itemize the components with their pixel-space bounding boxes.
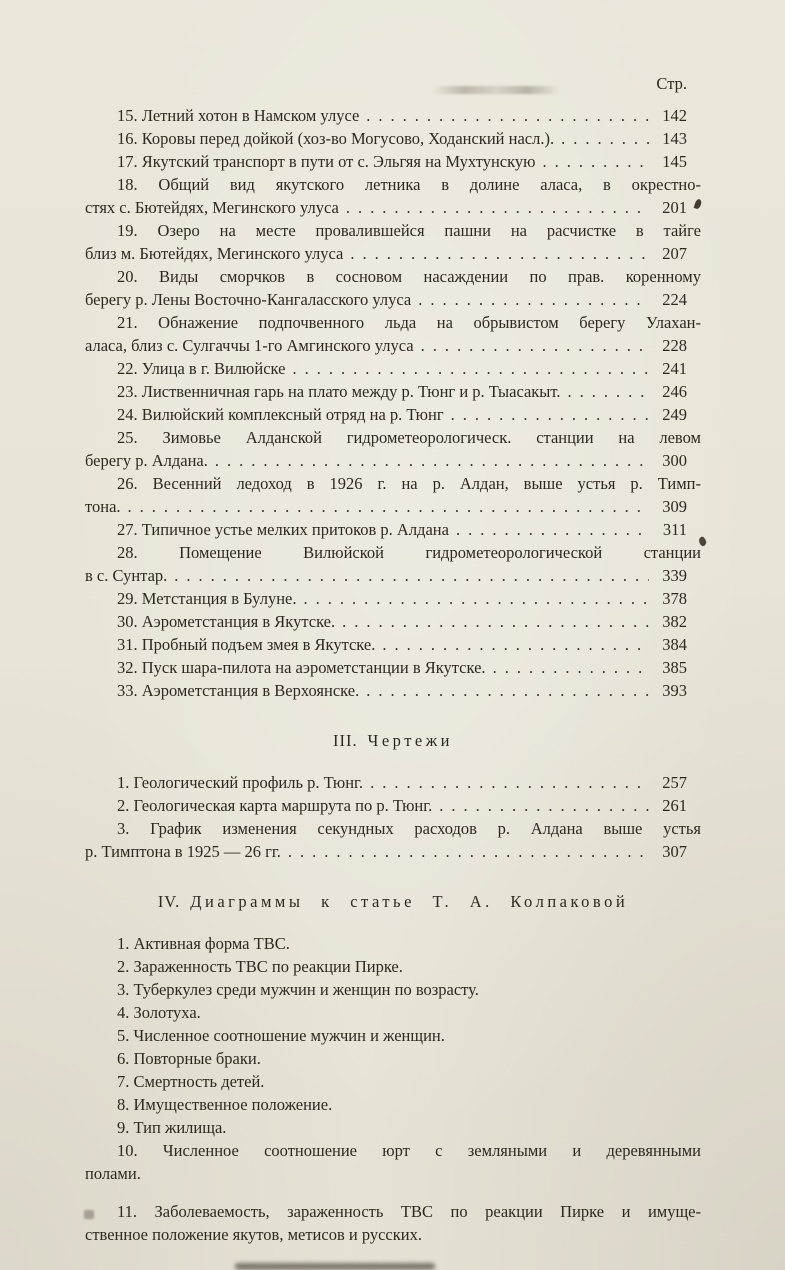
toc-line: 18. Общий вид якутского летника в долине аласа, в окрестно- bbox=[117, 175, 701, 194]
dot-leader bbox=[456, 518, 649, 541]
toc-entry bbox=[85, 1001, 701, 1024]
section-heading-drawings bbox=[85, 729, 701, 752]
toc-entry bbox=[85, 265, 701, 311]
toc-entry bbox=[85, 955, 701, 978]
toc-entry bbox=[85, 633, 701, 656]
toc-entry bbox=[85, 426, 701, 472]
entry-text: 27. Типичное устье мелких притоков р. Алдана bbox=[117, 520, 449, 539]
toc-line bbox=[85, 196, 701, 219]
toc-line bbox=[85, 794, 701, 817]
toc-entry bbox=[85, 1070, 701, 1093]
page-column-header bbox=[85, 72, 701, 95]
toc-entry bbox=[85, 679, 701, 702]
entry-text: берегу р. Алдана. bbox=[85, 451, 208, 470]
entry-text: в с. Сунтар. bbox=[85, 566, 168, 585]
entry-text: 2. Геологическая карта маршрута по р. Тюнг. bbox=[117, 796, 433, 815]
dot-leader bbox=[346, 196, 649, 219]
toc-entry bbox=[85, 817, 701, 863]
dot-leader bbox=[303, 587, 649, 610]
toc-entry bbox=[85, 104, 701, 127]
toc-entry bbox=[85, 656, 701, 679]
toc-line: 28. Помещение Вилюйской гидрометеорологической станции bbox=[117, 543, 701, 562]
toc-entry bbox=[85, 610, 701, 633]
entry-text: 24. Вилюйский комплексный отряд на р. Тюнг bbox=[117, 405, 444, 424]
toc-entry bbox=[85, 771, 701, 794]
toc-line: 10. Численное соотношение юрт с земляными и деревянными bbox=[117, 1141, 701, 1160]
page-number: 142 bbox=[662, 106, 687, 125]
scan-edge-shadow bbox=[235, 1263, 435, 1270]
dot-leader bbox=[342, 610, 649, 633]
toc-line bbox=[85, 449, 701, 472]
entry-text: 15. Летний хотон в Намском улусе bbox=[117, 106, 360, 125]
toc-line bbox=[85, 771, 701, 794]
dot-leader bbox=[451, 403, 649, 426]
toc-entry bbox=[85, 380, 701, 403]
entry-text: 30. Аэрометстанция в Якутске. bbox=[117, 612, 336, 631]
toc-line: 20. Виды сморчков в сосновом насаждении по прав. коренному bbox=[117, 267, 701, 286]
dot-leader bbox=[439, 794, 649, 817]
entry-text: 16. Коровы перед дойкой (хоз-во Могусово, Ходанский насл.). bbox=[117, 129, 555, 148]
toc-line: 11. Заболеваемость, зараженность ТВС по реакции Пирке и имуще- bbox=[117, 1202, 701, 1221]
page-number: 311 bbox=[662, 520, 687, 539]
page-number: 201 bbox=[662, 198, 687, 217]
entry-text: 23. Лиственничная гарь на плато между р. Тюнг и р. Тыасакыт. bbox=[117, 382, 561, 401]
toc-entry bbox=[85, 127, 701, 150]
entry-text: берегу р. Лены Восточно-Кангаласского улуса bbox=[85, 290, 412, 309]
toc-line bbox=[85, 610, 701, 633]
toc-entry bbox=[85, 1047, 701, 1070]
page-number: 143 bbox=[662, 129, 687, 148]
toc-line: 21. Обнажение подпочвенного льда на обрывистом берегу Улахан- bbox=[117, 313, 701, 332]
dot-leader bbox=[350, 242, 649, 265]
toc-entry bbox=[85, 1139, 701, 1185]
toc-line bbox=[85, 104, 701, 127]
toc-line bbox=[85, 679, 701, 702]
toc-entry bbox=[85, 1116, 701, 1139]
page-number: 207 bbox=[662, 244, 687, 263]
toc-line: 4. Золотуха. bbox=[117, 1003, 201, 1022]
toc-line: 1. Активная форма ТВС. bbox=[117, 934, 290, 953]
toc-line bbox=[85, 633, 701, 656]
toc-line: ственное положение якутов, метисов и русских. bbox=[85, 1225, 422, 1244]
toc-line: 8. Имущественное положение. bbox=[117, 1095, 333, 1114]
toc-entry bbox=[85, 978, 701, 1001]
dot-leader bbox=[366, 104, 649, 127]
figures-list bbox=[85, 104, 701, 702]
toc-line bbox=[85, 150, 701, 173]
dot-leader bbox=[421, 334, 649, 357]
toc-line bbox=[85, 403, 701, 426]
section-title: Чертежи bbox=[367, 731, 453, 750]
page-number: 257 bbox=[662, 773, 687, 792]
toc-entry bbox=[85, 1093, 701, 1116]
toc-line: 26. Весенний ледоход в 1926 г. на р. Алдан, выше устья р. Тимп- bbox=[117, 474, 701, 493]
toc-entry bbox=[85, 150, 701, 173]
diagrams-list bbox=[85, 932, 701, 1246]
toc-line: 6. Повторные браки. bbox=[117, 1049, 261, 1068]
dot-leader bbox=[382, 633, 649, 656]
page-number: 246 bbox=[662, 382, 687, 401]
dot-leader bbox=[543, 150, 650, 173]
dot-leader bbox=[418, 288, 649, 311]
entry-text: 22. Улица в г. Вилюйске bbox=[117, 359, 286, 378]
entry-text: 17. Якутский транспорт в пути от с. Эльгяя на Мухтунскую bbox=[117, 152, 536, 171]
toc-line bbox=[85, 518, 701, 541]
page-number: 339 bbox=[662, 566, 687, 585]
toc-entry bbox=[85, 518, 701, 541]
page-number: 300 bbox=[662, 451, 687, 470]
toc-line bbox=[85, 288, 701, 311]
toc-entry bbox=[85, 472, 701, 518]
page-number: 241 bbox=[662, 359, 687, 378]
dot-leader bbox=[288, 840, 649, 863]
toc-line: 19. Озеро на месте провалившейся пашни на расчистке в тайге bbox=[117, 221, 701, 240]
entry-text: тона. bbox=[85, 497, 121, 516]
section-numeral: IV. bbox=[157, 892, 181, 911]
dot-leader bbox=[174, 564, 649, 587]
dot-leader bbox=[568, 380, 650, 403]
page-number: 393 bbox=[662, 681, 687, 700]
toc-line: 9. Тип жилища. bbox=[117, 1118, 227, 1137]
dot-leader bbox=[366, 679, 649, 702]
toc-entry bbox=[85, 1200, 701, 1246]
section-numeral: III. bbox=[333, 731, 358, 750]
toc-line: 2. Зараженность ТВС по реакции Пирке. bbox=[117, 957, 403, 976]
toc-content bbox=[85, 72, 701, 1246]
page-number: 384 bbox=[662, 635, 687, 654]
toc-line bbox=[85, 127, 701, 150]
dot-leader bbox=[370, 771, 649, 794]
entry-text: р. Тимптона в 1925 — 26 гг. bbox=[85, 842, 281, 861]
dot-leader bbox=[128, 495, 649, 518]
toc-line bbox=[85, 564, 701, 587]
toc-entry bbox=[85, 932, 701, 955]
dot-leader bbox=[561, 127, 649, 150]
toc-entry bbox=[85, 1024, 701, 1047]
toc-entry bbox=[85, 794, 701, 817]
entry-text: аласа, близ с. Сулгаччы 1-го Амгинского улуса bbox=[85, 336, 414, 355]
entry-text: 29. Метстанция в Булуне. bbox=[117, 589, 297, 608]
page-number: 385 bbox=[662, 658, 687, 677]
page-number: 378 bbox=[662, 589, 687, 608]
toc-entry bbox=[85, 173, 701, 219]
toc-entry bbox=[85, 541, 701, 587]
toc-entry bbox=[85, 311, 701, 357]
toc-line: 3. Туберкулез среди мужчин и женщин по возрасту. bbox=[117, 980, 479, 999]
entry-text: близ м. Бютейдях, Мегинского улуса bbox=[85, 244, 344, 263]
section-title: Диаграммы к статье Т. А. Колпаковой bbox=[190, 892, 629, 911]
toc-line bbox=[85, 840, 701, 863]
page-number: 382 bbox=[662, 612, 687, 631]
entry-text: 32. Пуск шара-пилота на аэрометстанции в Якутске. bbox=[117, 658, 486, 677]
page-number: 228 bbox=[662, 336, 687, 355]
toc-line: 25. Зимовье Алданской гидрометеорологическ. станции на левом bbox=[117, 428, 701, 447]
dot-leader bbox=[292, 357, 649, 380]
toc-line: 5. Численное соотношение мужчин и женщин. bbox=[117, 1026, 445, 1045]
entry-text: 31. Пробный подъем змея в Якутске. bbox=[117, 635, 376, 654]
toc-line bbox=[85, 242, 701, 265]
toc-line bbox=[85, 495, 701, 518]
section-heading-diagrams bbox=[85, 890, 701, 913]
toc-line: 3. График изменения секундных расходов р. Алдана выше устья bbox=[117, 819, 701, 838]
drawings-list bbox=[85, 771, 701, 863]
toc-line: полами. bbox=[85, 1164, 141, 1183]
page-number: 307 bbox=[662, 842, 687, 861]
toc-line bbox=[85, 587, 701, 610]
page-number: 224 bbox=[662, 290, 687, 309]
toc-entry bbox=[85, 403, 701, 426]
toc-line bbox=[85, 380, 701, 403]
toc-line bbox=[85, 334, 701, 357]
page-number: 309 bbox=[662, 497, 687, 516]
entry-text: 1. Геологический профиль р. Тюнг. bbox=[117, 773, 364, 792]
toc-entry bbox=[85, 219, 701, 265]
page-column-label: Стр. bbox=[656, 74, 687, 93]
page-number: 249 bbox=[662, 405, 687, 424]
toc-entry bbox=[85, 587, 701, 610]
dot-leader bbox=[215, 449, 649, 472]
page-number: 261 bbox=[662, 796, 687, 815]
toc-line bbox=[85, 357, 701, 380]
toc-entry bbox=[85, 357, 701, 380]
toc-line: 7. Смертность детей. bbox=[117, 1072, 265, 1091]
entry-text: стях с. Бютейдях, Мегинского улуса bbox=[85, 198, 339, 217]
entry-text: 33. Аэрометстанция в Верхоянске. bbox=[117, 681, 360, 700]
toc-line bbox=[85, 656, 701, 679]
dot-leader bbox=[493, 656, 649, 679]
page-number: 145 bbox=[662, 152, 687, 171]
